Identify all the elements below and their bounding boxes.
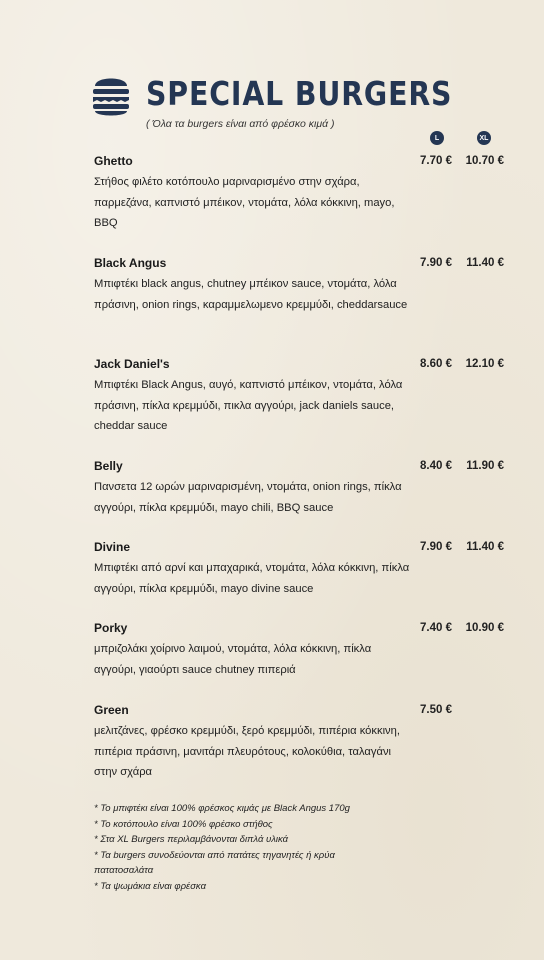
price-l: 8.40 € — [420, 460, 452, 472]
menu-notes — [94, 801, 394, 894]
item-description: μπριζολάκι χοίρινο λαιμού, ντομάτα, λόλα κόκκινη, πίκλα αγγούρι, γιαούρτι sauce chutney πιπεριά — [94, 643, 372, 676]
note: * Το κοτόπουλο είναι 100% φρέσκο στήθος — [94, 818, 273, 830]
price-l: 7.70 € — [420, 155, 452, 167]
price-l: 7.40 € — [420, 622, 452, 634]
item-description: Μπιφτέκι από αρνί και μπαχαρικά, ντομάτα, λόλα κόκκινη, πίκλα αγγούρι, πίκλα κρεμμύδι, mayo divine sauce — [94, 562, 410, 595]
menu-item-divine — [94, 540, 514, 599]
item-name: Ghetto — [94, 154, 133, 168]
price-xl: 10.90 € — [465, 622, 504, 634]
item-name: Green — [94, 703, 129, 717]
item-name: Jack Daniel's — [94, 357, 170, 371]
page-subtitle: ( Όλα τα burgers είναι από φρέσκο κιμά ) — [146, 118, 335, 130]
item-name: Black Angus — [94, 256, 167, 270]
item-description: μελιτζάνες, φρέσκο κρεμμύδι, ξερό κρεμμύδι, πιπέρια κόκκινη, πιπέρια πράσινη, μανιτάρι πλευρότους, κολοκύθια, ταλαγάνι στην σχάρα — [94, 725, 400, 778]
price-l: 7.90 € — [420, 541, 452, 553]
menu-item-belly — [94, 459, 514, 518]
size-xl-badge: XL — [477, 131, 491, 145]
price-xl: 12.10 € — [465, 358, 504, 370]
price-xl: 11.90 € — [466, 460, 504, 472]
note: * Τα ψωμάκια είναι φρέσκα — [94, 880, 206, 892]
note: * Τα burgers συνοδεύονται από πατάτες τηγανητές ή κρύα πατατοσαλάτα — [94, 849, 335, 876]
page-title: SPECIAL BURGERS — [146, 74, 453, 113]
burger-icon — [92, 70, 130, 118]
price-xl: 10.70 € — [465, 155, 504, 167]
item-description: Μπιφτέκι black angus, chutney μπέικον sauce, ντομάτα, λόλα πράσινη, onion rings, καραμμελωμενο κρεμμύδι, cheddarsauce — [94, 278, 408, 311]
item-description: Πανσετα 12 ωρών μαριναρισμένη, ντομάτα, onion rings, πίκλα αγγούρι, πίκλα κρεμμύδι, mayo chili, BBQ sauce — [94, 481, 402, 514]
item-description: Στήθος φιλέτο κοτόπουλο μαριναρισμένο στην σχάρα, παρμεζάνα, καπνιστό μπέικον, ντομάτα, λόλα κόκκινη, mayo, BBQ — [94, 176, 395, 229]
size-l-badge: L — [430, 131, 444, 145]
item-name: Belly — [94, 459, 123, 473]
item-name: Porky — [94, 621, 128, 635]
price-l: 7.90 € — [420, 257, 452, 269]
item-name: Divine — [94, 540, 131, 554]
price-l: 7.50 € — [420, 704, 452, 716]
menu-item-ghetto — [94, 154, 514, 234]
note: * Το μπιφτέκι είναι 100% φρέσκος κιμάς με Black Angus 170g — [94, 803, 350, 814]
menu-item-black-angus — [94, 256, 514, 315]
note: * Στα XL Burgers περιλαμβάνονται διπλά υλικά — [94, 834, 289, 845]
price-xl: 11.40 € — [466, 541, 504, 553]
item-description: Μπιφτέκι Black Angus, αυγό, καπνιστό μπέικον, ντομάτα, λόλα πράσινη, πίκλα κρεμμύδι, πικλα αγγούρι, jack daniels sauce, cheddar sauce — [94, 379, 403, 432]
price-l: 8.60 € — [420, 358, 452, 370]
menu-item-porky — [94, 621, 514, 680]
menu-item-jack-daniels — [94, 357, 514, 437]
menu-item-green — [94, 703, 514, 783]
price-xl: 11.40 € — [466, 257, 504, 269]
